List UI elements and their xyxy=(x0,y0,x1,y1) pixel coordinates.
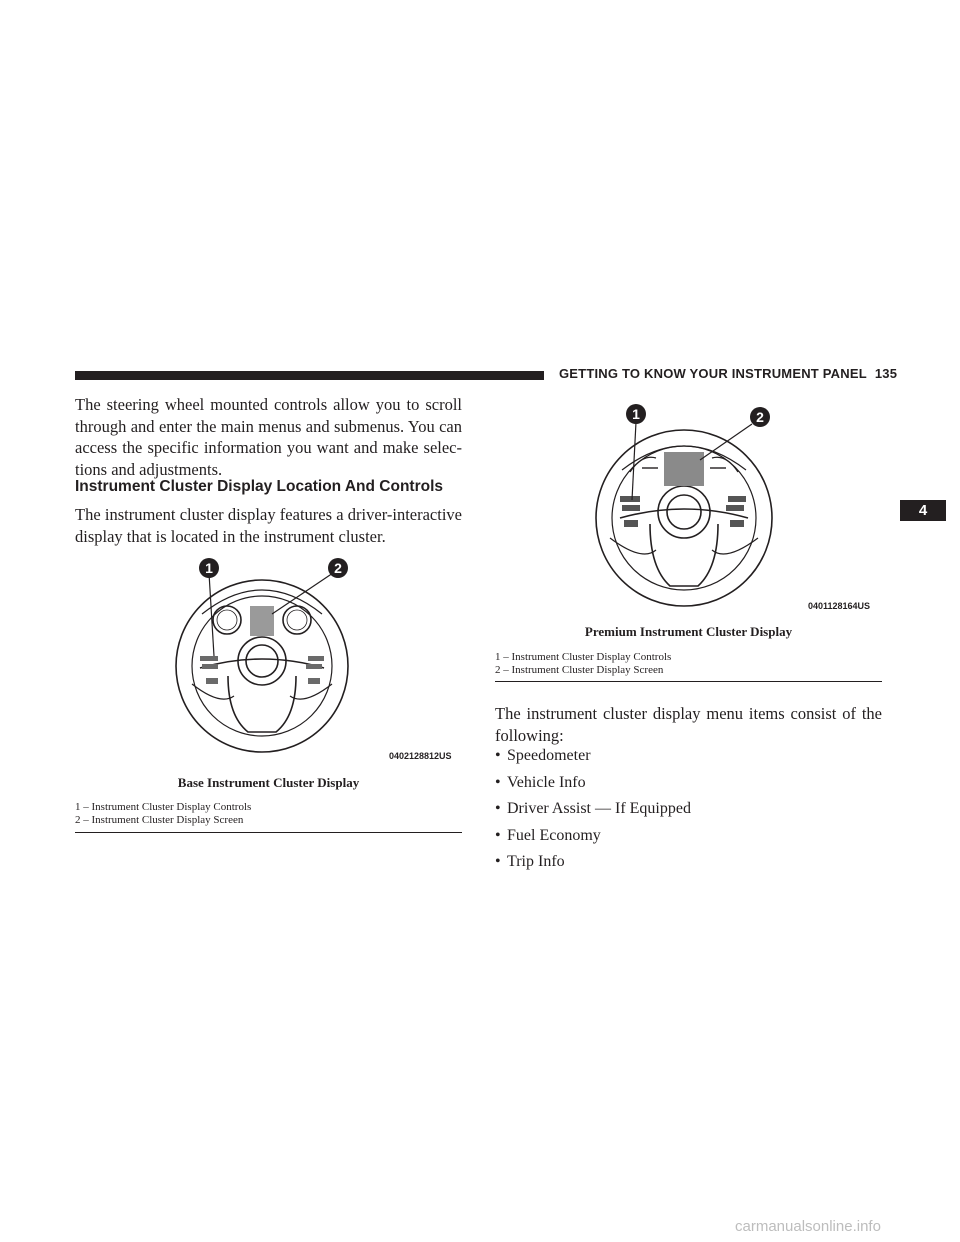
list-item: • Fuel Economy xyxy=(495,826,601,844)
base-callout-2: 2 xyxy=(334,560,342,576)
bullet-icon: • xyxy=(495,800,501,818)
premium-steering-wheel-illustration xyxy=(592,400,792,615)
premium-legend-item-2: 2 – Instrument Cluster Display Screen xyxy=(495,664,664,676)
list-item: • Speedometer xyxy=(495,747,591,764)
bullet-icon: • xyxy=(495,853,501,871)
bullet-icon: • xyxy=(495,747,501,764)
list-item: • Driver Assist — If Equipped xyxy=(495,800,691,818)
header-title: GETTING TO KNOW YOUR INSTRUMENT PANEL xyxy=(559,366,867,381)
premium-legend-item-1: 1 – Instrument Cluster Display Controls xyxy=(495,651,672,663)
base-figure-caption: Base Instrument Cluster Display xyxy=(177,775,360,790)
bullet-icon: • xyxy=(495,773,501,791)
premium-figure-legend xyxy=(495,651,671,677)
list-item: • Trip Info xyxy=(495,853,565,871)
premium-callout-1: 1 xyxy=(632,406,640,422)
header-rule xyxy=(75,371,544,380)
intro-paragraph: The steering wheel mounted controls allow you to scroll through and enter the main menus and submenus. You can access the specific information you want and make selec-tions and adjustments. xyxy=(75,395,462,479)
base-legend-item-1: 1 – Instrument Cluster Display Controls xyxy=(75,801,252,813)
section-paragraph: The instrument cluster display features a driver-interactive display that is located in the instrument cluster. xyxy=(75,505,462,546)
base-callout-1: 1 xyxy=(205,560,213,576)
base-figure-code: 0402128812US xyxy=(389,751,452,761)
chapter-tab[interactable]: 4 xyxy=(900,500,946,521)
page-number: 135 xyxy=(874,366,898,381)
premium-figure-code: 0401128164US xyxy=(808,601,871,611)
base-figure-legend xyxy=(75,801,251,827)
list-item: • Vehicle Info xyxy=(495,773,586,791)
bullet-icon: • xyxy=(495,826,501,844)
menu-items-list xyxy=(495,746,691,879)
running-header xyxy=(559,366,897,381)
base-legend-item-2: 2 – Instrument Cluster Display Screen xyxy=(75,814,244,826)
base-legend-rule xyxy=(75,832,462,833)
premium-figure-caption: Premium Instrument Cluster Display xyxy=(584,624,793,639)
watermark[interactable]: carmanualsonline.info xyxy=(735,1218,881,1235)
base-steering-wheel-illustration xyxy=(170,556,395,756)
menu-paragraph: The instrument cluster display menu items consist of the following: xyxy=(495,704,882,745)
premium-callout-2: 2 xyxy=(756,409,764,425)
section-heading: Instrument Cluster Display Location And Controls xyxy=(75,478,444,495)
premium-legend-rule xyxy=(495,681,882,682)
